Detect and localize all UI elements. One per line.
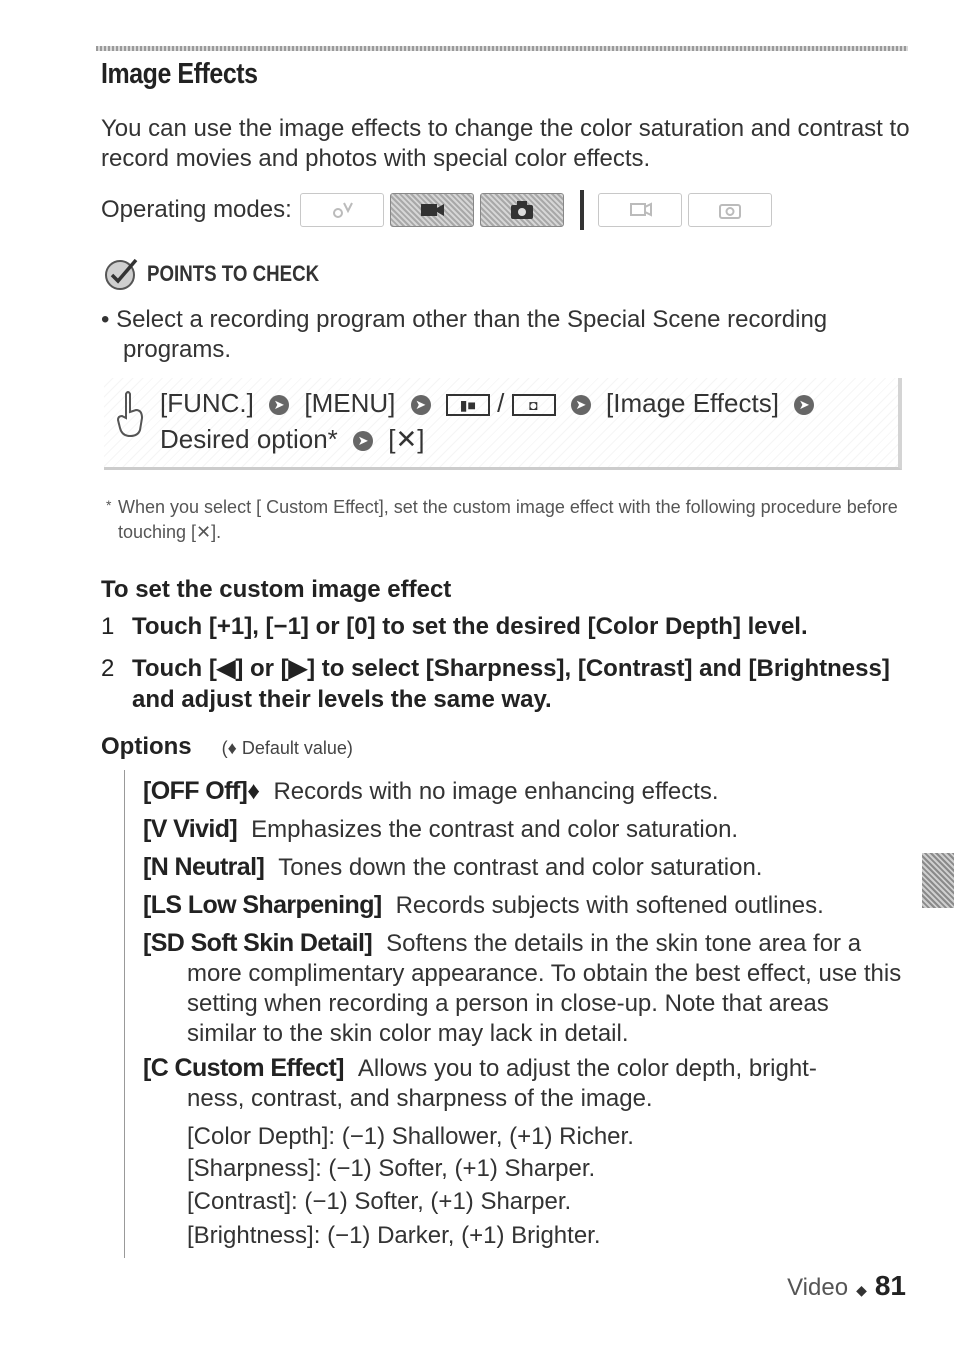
- option-desc: Softens the details in the skin tone area for a: [386, 930, 862, 957]
- touch-hand-icon: [114, 390, 148, 438]
- playback-photo-icon: [688, 193, 772, 227]
- next-arrow-icon: ➤: [794, 395, 814, 415]
- diamond-icon: ◆: [856, 1282, 867, 1298]
- option-neutral: [143, 852, 903, 883]
- func-path-line-2: [160, 424, 424, 455]
- movie-mode-icon: [390, 193, 474, 227]
- checkmark-badge-icon: [103, 256, 141, 292]
- footnote-text: When you select [ Custom Effect], set the custom image effect with the following procedure before touching [✕].: [118, 497, 898, 542]
- option-desc: Allows you to adjust the color depth, bright-: [357, 1055, 817, 1082]
- option-name: [C Custom Effect]: [143, 1054, 344, 1082]
- step-2: [101, 653, 901, 715]
- option-desc: Records with no image enhancing effects.: [273, 778, 719, 805]
- playback-movie-icon: [598, 193, 682, 227]
- step-text: Touch [◀] or [▶] to select [Sharpness], [Contrast] and [Brightness] and adjust their levels the same way.: [132, 655, 890, 713]
- points-to-check-heading: [103, 256, 350, 292]
- func-step-func: [FUNC.]: [160, 388, 254, 418]
- step-1: [101, 611, 901, 642]
- custom-effect-heading: To set the custom image effect: [101, 576, 452, 603]
- option-off: [143, 776, 903, 807]
- next-arrow-icon: ➤: [269, 395, 289, 415]
- func-step-slash: /: [497, 388, 505, 418]
- photo-menu-icon: ◘: [512, 394, 556, 416]
- step-text: Touch [+1], [−1] or [0] to set the desired [Color Depth] level.: [132, 613, 808, 640]
- func-step-image-effects: [Image Effects]: [606, 388, 779, 418]
- page-footer: [787, 1270, 906, 1302]
- next-arrow-icon: ➤: [571, 395, 591, 415]
- func-menu-path-box: [104, 378, 902, 470]
- operating-modes: [101, 190, 778, 230]
- movie-menu-icon: ▮■: [446, 394, 490, 416]
- func-path-line-1: [160, 388, 822, 419]
- option-desc-continued: ness, contrast, and sharpness of the image.: [187, 1085, 653, 1112]
- custom-setting-sharpness: [Sharpness]: (−1) Softer, (+1) Sharper.: [187, 1155, 596, 1182]
- func-step-close: [✕]: [388, 424, 425, 454]
- footnote-mark: *: [106, 497, 112, 513]
- option-desc-continued: more complimentary appearance. To obtain the best effect, use this setting when recording a person in close-up. Note that areas similar to the skin color may lack in detail.: [187, 960, 902, 1047]
- option-name: [LS Low Sharpening]: [143, 891, 382, 919]
- auto-mode-icon: [300, 193, 384, 227]
- func-step-menu: [MENU]: [304, 388, 396, 418]
- option-desc: Tones down the contrast and color saturation.: [278, 854, 763, 881]
- option-custom-effect: [143, 1053, 903, 1114]
- options-default-note: (♦ Default value): [221, 738, 353, 758]
- option-name: [SD Soft Skin Detail]: [143, 929, 373, 957]
- next-arrow-icon: ➤: [411, 395, 431, 415]
- page-number: 81: [874, 1270, 906, 1301]
- top-rule: [96, 46, 908, 51]
- options-title: Options: [101, 733, 192, 760]
- next-arrow-icon: ➤: [353, 431, 373, 451]
- option-name: [OFF Off]♦: [143, 777, 260, 805]
- intro-text: You can use the image effects to change the color saturation and contrast to record movies and photos with special color effects.: [101, 115, 910, 172]
- operating-modes-label: Operating modes:: [101, 196, 292, 223]
- option-name: [V Vivid]: [143, 815, 238, 843]
- footer-section: Video: [787, 1274, 849, 1301]
- section-side-tab: [922, 853, 954, 908]
- custom-setting-brightness: [Brightness]: (−1) Darker, (+1) Brighter.: [187, 1222, 601, 1249]
- option-desc: Records subjects with softened outlines.: [395, 892, 824, 919]
- option-name: [N Neutral]: [143, 853, 265, 881]
- option-soft-skin-detail: [143, 928, 903, 1049]
- func-step-desired-option: Desired option*: [160, 424, 338, 454]
- footnote: [106, 495, 912, 545]
- points-to-check-bullet: • Select a recording program other than the Special Scene recording programs.: [101, 306, 828, 363]
- step-number: 2: [101, 655, 115, 682]
- options-margin-line: [124, 770, 125, 1258]
- step-number: 1: [101, 613, 115, 640]
- custom-setting-color-depth: [Color Depth]: (−1) Shallower, (+1) Richer.: [187, 1123, 634, 1150]
- option-low-sharpening: [143, 890, 903, 921]
- page-title: Image Effects: [101, 58, 258, 90]
- option-vivid: [143, 814, 903, 845]
- option-desc: Emphasizes the contrast and color saturation.: [251, 816, 739, 843]
- options-heading: [101, 733, 353, 761]
- custom-setting-contrast: [Contrast]: (−1) Softer, (+1) Sharper.: [187, 1188, 572, 1215]
- photo-mode-icon: [480, 193, 564, 227]
- points-to-check-title: POINTS TO CHECK: [147, 261, 320, 286]
- mode-separator: [580, 190, 584, 230]
